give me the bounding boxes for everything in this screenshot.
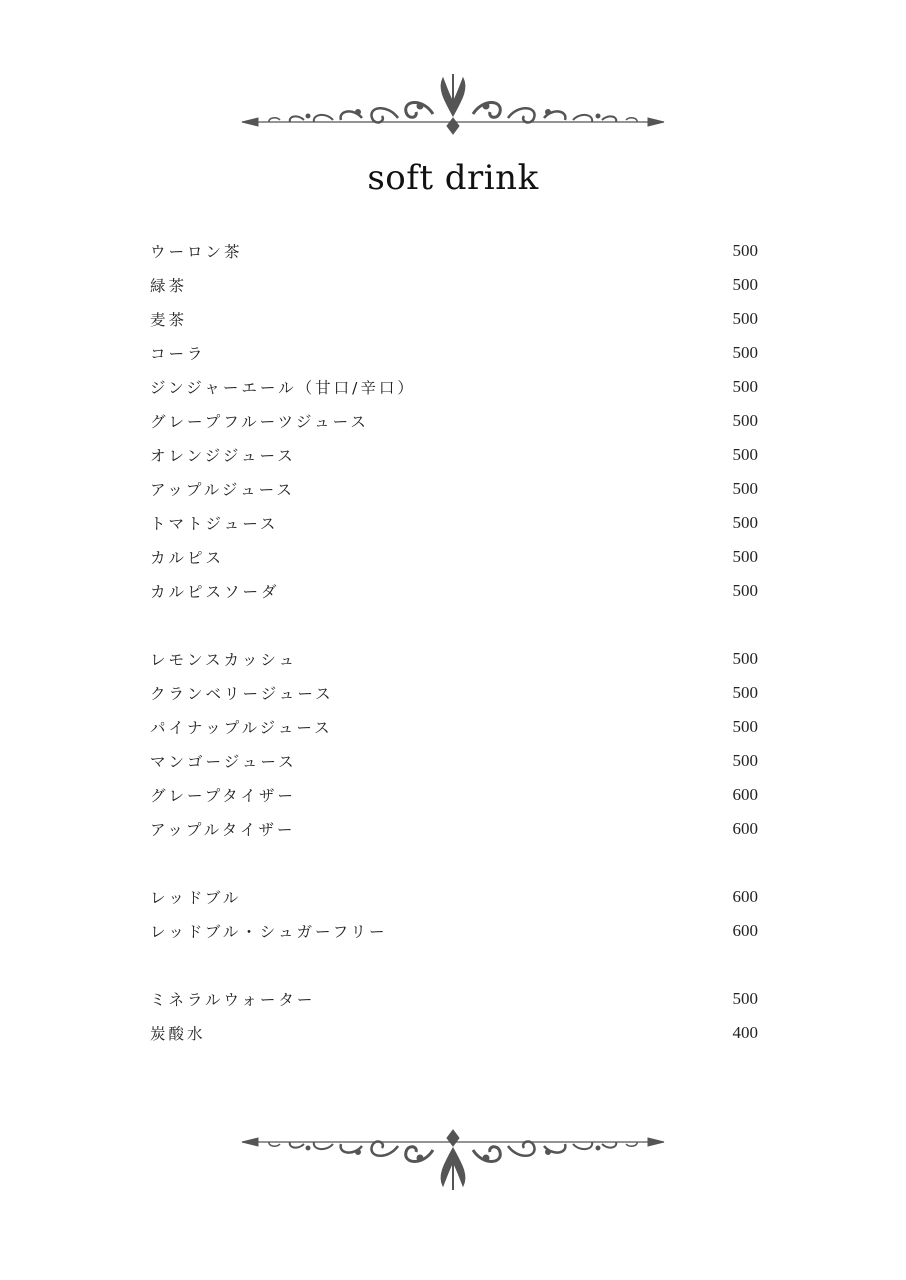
item-name: 緑茶 [150, 277, 188, 295]
item-price: 600 [732, 921, 758, 940]
menu-item [150, 710, 758, 744]
item-price: 500 [732, 547, 758, 566]
menu-item [150, 302, 758, 336]
menu-item [150, 234, 758, 268]
item-name: カルピスソーダ [150, 583, 280, 601]
item-name: アップルジュース [150, 481, 295, 499]
menu-item [150, 268, 758, 302]
item-name: トマトジュース [150, 515, 279, 533]
item-price: 500 [732, 275, 758, 294]
item-name: クランベリージュース [150, 685, 334, 703]
item-name: ジンジャーエール（甘口/辛口） [150, 379, 416, 397]
item-price: 500 [732, 717, 758, 736]
menu-item [150, 438, 758, 472]
menu-item [150, 506, 758, 540]
item-price: 500 [732, 683, 758, 702]
menu-item [150, 880, 758, 914]
menu-item [150, 676, 758, 710]
item-name: カルピス [150, 549, 225, 567]
item-name: ウーロン茶 [150, 243, 243, 261]
menu-item [150, 812, 758, 846]
item-price: 500 [732, 343, 758, 362]
menu-item [150, 472, 758, 506]
item-price: 500 [732, 445, 758, 464]
item-name: ミネラルウォーター [150, 991, 316, 1009]
item-price: 500 [732, 241, 758, 260]
item-price: 500 [732, 751, 758, 770]
menu-group [150, 982, 758, 1050]
bottom-flourish-ornament [238, 1126, 668, 1196]
item-price: 500 [732, 581, 758, 600]
menu-item [150, 982, 758, 1016]
group-spacer [150, 846, 758, 880]
menu-item [150, 642, 758, 676]
menu-item [150, 574, 758, 608]
item-name: コーラ [150, 345, 206, 363]
group-spacer [150, 948, 758, 982]
group-spacer [150, 608, 758, 642]
item-price: 600 [732, 887, 758, 906]
drink-menu-list [150, 234, 758, 1050]
item-name: 炭酸水 [150, 1025, 206, 1043]
item-name: アップルタイザー [150, 821, 296, 839]
item-price: 500 [732, 989, 758, 1008]
menu-item [150, 914, 758, 948]
top-flourish-ornament [238, 68, 668, 138]
item-name: レモンスカッシュ [150, 651, 298, 669]
item-price: 500 [732, 377, 758, 396]
item-name: グレープフルーツジュース [150, 413, 369, 431]
menu-item [150, 1016, 758, 1050]
menu-item [150, 744, 758, 778]
item-name: パイナップルジュース [150, 719, 333, 737]
item-name: 麦茶 [150, 311, 188, 329]
menu-group [150, 234, 758, 608]
page-title: soft drink [367, 158, 539, 198]
menu-group [150, 642, 758, 846]
menu-item [150, 336, 758, 370]
item-price: 500 [732, 513, 758, 532]
menu-item [150, 370, 758, 404]
item-price: 500 [732, 411, 758, 430]
item-name: オレンジジュース [150, 447, 296, 465]
item-price: 500 [732, 649, 758, 668]
item-price: 600 [732, 819, 758, 838]
item-name: グレープタイザー [150, 787, 296, 805]
item-price: 500 [732, 479, 758, 498]
menu-item [150, 404, 758, 438]
item-price: 400 [732, 1023, 758, 1042]
item-price: 600 [732, 785, 758, 804]
menu-group [150, 880, 758, 948]
menu-item [150, 540, 758, 574]
item-price: 500 [732, 309, 758, 328]
item-name: マンゴージュース [150, 753, 297, 771]
item-name: レッドブル [150, 889, 242, 907]
item-name: レッドブル・シュガーフリー [150, 923, 388, 941]
menu-item [150, 778, 758, 812]
